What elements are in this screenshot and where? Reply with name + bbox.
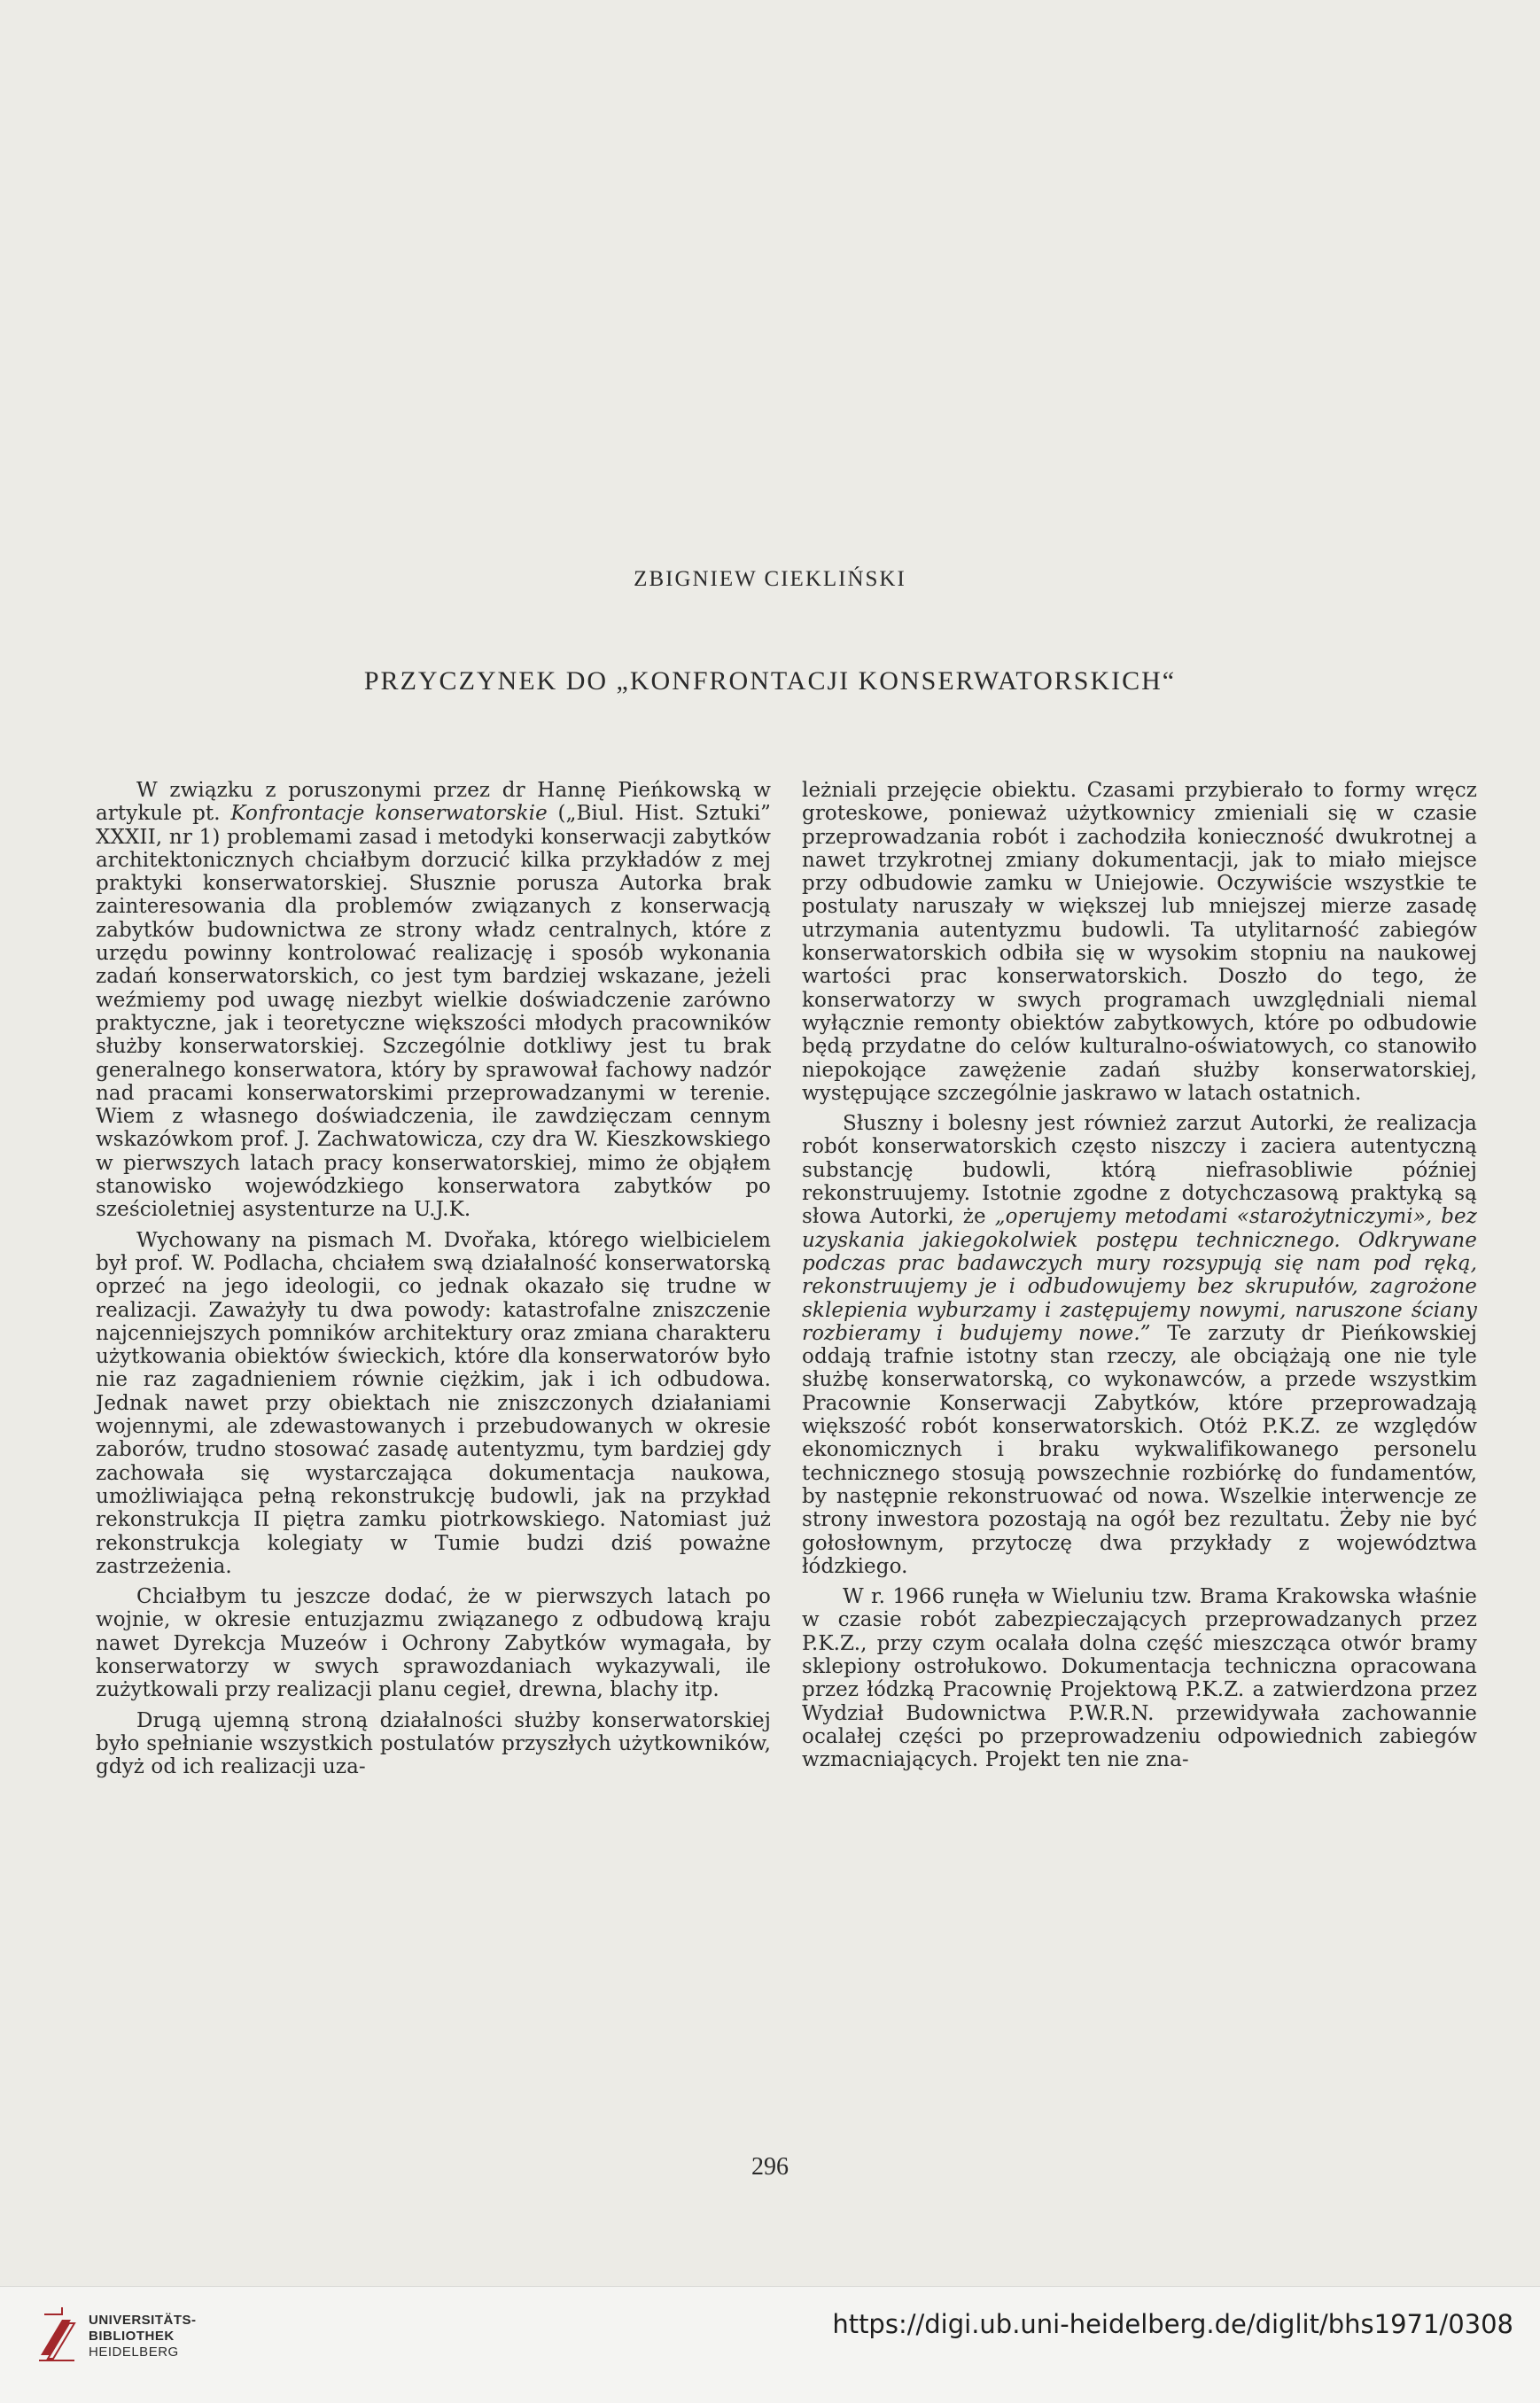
page-number: 296 — [751, 2153, 789, 2181]
journal-title-italic: Konfrontacje konserwatorskie — [230, 802, 548, 826]
paragraph: leżniali przejęcie obiektu. Czasami przybierało to formy wręcz groteskowe, ponieważ użytkownicy zmieniali się w czasie przeprowadzania robót i zachodziła konieczność dwukrotnej a nawet trzykrotnej zmiany dokumentacji, jak to miało miejsce przy odbudowie zamku w Uniejowie. Oczywiście wszystkie te postulaty naruszały w większej lub mniejszej mierze zasadę utrzymania autentyzmu budowli. Ta utylitarność zabiegów konserwatorskich odbiła się w wysokim stopniu na naukowej wartości prac konserwatorskich. Doszło do tego, że konserwatorzy w swych programach uwzględniali niemal wyłącznie remonty obiektów zabytkowych, które po odbudowie będą przydatne do celów kulturalno-oświatowych, co stanowiło niepokojące zawężenie zadań służby konserwatorskiej, występujące szczególnie jaskrawo w latach ostatnich. — [802, 779, 1477, 1105]
article-title: PRZYCZYNEK DO „KONFRONTACJI KONSERWATORSKICH“ — [363, 666, 1177, 696]
paragraph: Drugą ujemną stroną działalności służby konserwatorskiej było spełnianie wszystkich postulatów przyszłych użytkowników, gdyż od ich realizacji uza- — [96, 1708, 771, 1779]
library-logo-icon — [35, 2302, 78, 2364]
source-url-link[interactable]: https://digi.ub.uni-heidelberg.de/diglit/bhs1971/0308 — [832, 2309, 1513, 2339]
footer-bar — [0, 2286, 1540, 2403]
library-name: UNIVERSITÄTS- BIBLIOTHEK HEIDELBERG — [89, 2313, 197, 2360]
left-column — [96, 779, 771, 1778]
paragraph: Słuszny i bolesny jest również zarzut Autorki, że realizacja robót konserwatorskich często niszczy i zaciera autentyczną substancję budowli, którą niefrasobliwie później rekonstruujemy. Istotnie zgodne z dotychczasową praktyką są słowa Autorki, że „operujemy metodami «starożytniczymi», bez uzyskania jakiegokolwiek postępu technicznego. Odkrywane podczas prac badawczych mury rozsypują się nam pod ręką, rekonstruujemy je i odbudowujemy bez skrupułów, zagrożone sklepienia wyburzamy i zastępujemy nowymi, naruszone ściany rozbieramy i budujemy nowe.” Te zarzuty dr Pieńkowskiej oddają trafnie istotny stan rzeczy, ale obciążają one nie tyle służbę konserwatorską, co wykonawców, a przede wszystkim Pracownie Konserwacji Zabytków, które przeprowadzają większość robót konserwatorskich. Otóż P.K.Z. ze względów ekonomicznych i braku wykwalifikowanego personelu technicznego stosują powszechnie rozbiórkę do fundamentów, by następnie rekonstruować od nowa. Wszelkie interwencje ze strony inwestora pozostają na ogół bez rezultatu. Żeby nie być gołosłownym, przytoczę dwa przykłady z województwa łódzkiego. — [802, 1112, 1477, 1578]
article-author: ZBIGNIEW CIEKLIŃSKI — [634, 567, 906, 591]
paragraph: W r. 1966 runęła w Wieluniu tzw. Brama Krakowska właśnie w czasie robót zabezpieczających przeprowadzanych przez P.K.Z., przy czym ocalała dolna część mieszcząca otwór bramy sklepiony ostrołukowo. Dokumentacja techniczna opracowana przez łódzką Pracownię Projektową P.K.Z. a zatwierdzona przez Wydział Budownictwa P.W.R.N. przewidywała zachowannie ocalałej części po przeprowadzeniu odpowiednich zabiegów wzmacniających. Projekt ten nie zna- — [802, 1585, 1477, 1772]
paragraph: Chciałbym tu jeszcze dodać, że w pierwszych latach po wojnie, w okresie entuzjazmu związanego z odbudową kraju nawet Dyrekcja Muzeów i Ochrony Zabytków wymagała, by konserwatorzy w swych sprawozdaniach wykazywali, ile zużytkowali przy realizacji planu cegieł, drewna, blachy itp. — [96, 1585, 771, 1702]
paragraph: Wychowany na pismach M. Dvořaka, którego wielbicielem był prof. W. Podlacha, chciałem swą działalność konserwatorską oprzeć na jego ideologii, co jednak okazało się trudne w realizacji. Zaważyły tu dwa powody: katastrofalne zniszczenie najcenniejszych pomników architektury oraz zmiana charakteru użytkowania obiektów świeckich, które dla konserwatorów było nie raz zagadnieniem równie ciężkim, jak i ich odbudowa. Jednak nawet przy obiektach nie zniszczonych działaniami wojennymi, ale zdewastowanych i przebudowanych w okresie zaborów, trudno stosować zasadę autentyzmu, tym bardziej gdy zachowała się wystarczająca dokumentacja naukowa, umożliwiająca pełną rekonstrukcję budowli, jak na przykład rekonstrukcja II piętra zamku piotrkowskiego. Natomiast już rekonstrukcja kolegiaty w Tumie budzi dziś poważne zastrzeżenia. — [96, 1228, 771, 1578]
quotation-italic: „operujemy metodami «starożytniczymi», bez uzyskania jakiegokolwiek postępu technicznego. Odkrywane podczas prac badawczych mury rozsypują się nam pod ręką, rekonstruujemy je i odbudowujemy bez skrupułów, zagrożone sklepienia wyburzamy i zastępujemy nowymi, naruszone ściany rozbieramy i budujemy nowe.” — [802, 1205, 1477, 1345]
right-column — [802, 779, 1477, 1771]
paragraph: W związku z poruszonymi przez dr Hannę Pieńkowską w artykule pt. Konfrontacje konserwatorskie („Biul. Hist. Sztuki” XXXII, nr 1) problemami zasad i metodyki konserwacji zabytków architektonicznych chciałbym dorzucić kilka przykładów z mej praktyki konserwatorskiej. Słusznie porusza Autorka brak zainteresowania dla problemów związanych z konserwacją zabytków budownictwa ze strony władz centralnych, które z urzędu powinny kontrolować realizację i sposób wykonania zadań konserwatorskich, co jest tym bardziej wskazane, jeżeli weźmiemy pod uwagę niezbyt wielkie doświadczenie zarówno praktyczne, jak i teoretyczne większości młodych pracowników służby konserwatorskiej. Szczególnie dotkliwy jest tu brak generalnego konserwatora, który by sprawował fachowy nadzór nad pracami konserwatorskimi przeprowadzanymi w terenie. Wiem z własnego doświadczenia, ile zawdzięczam cennym wskazówkom prof. J. Zachwatowicza, czy dra W. Kieszkowskiego w pierwszych latach pracy konserwatorskiej, mimo że objąłem stanowisko wojewódzkiego konserwatora zabytków po sześcioletniej asystenturze na U.J.K. — [96, 779, 772, 1222]
